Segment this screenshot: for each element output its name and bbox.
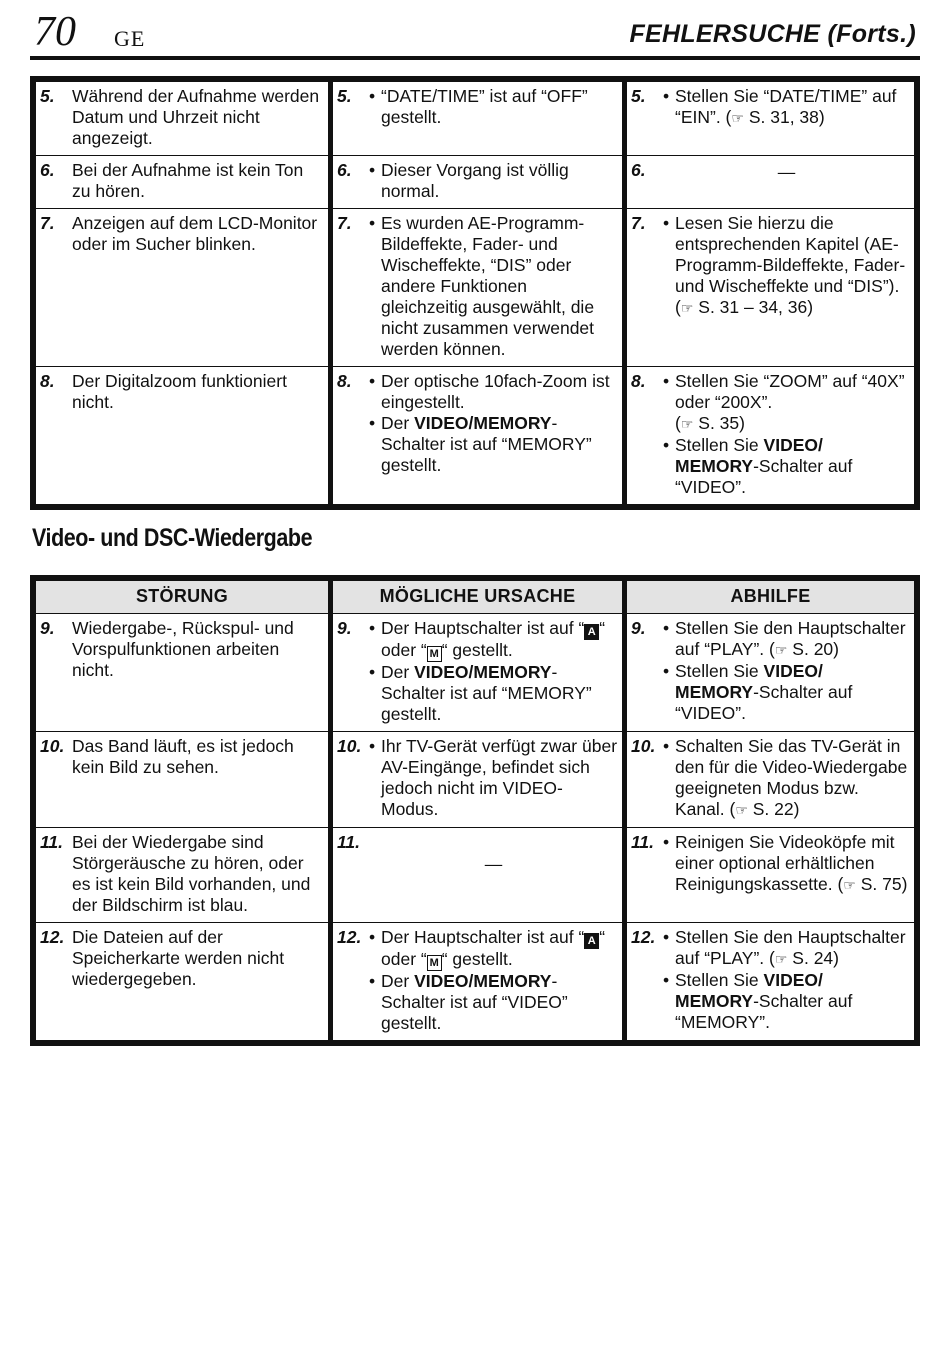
problem-text: Die Dateien auf der Speicherkarte werden nicht wiedergegeben.	[72, 927, 285, 989]
problem-text: Bei der Wiedergabe sind Störgeräusche zu hören, oder es ist kein Bild vorhanden, und der Bildschirm ist blau.	[72, 832, 311, 915]
remedy-text: Stellen Sie VIDEO/ MEMORY-Schalter auf “VIDEO”.	[675, 661, 853, 723]
row-number: 11.	[40, 832, 64, 852]
cause-text: Der VIDEO/MEMORY-Schalter ist auf “MEMORY” gestellt.	[381, 662, 592, 724]
page-ref-icon: ☞	[680, 300, 694, 316]
row-number: 12.	[40, 927, 65, 947]
remedy-text: Lesen Sie hierzu die entsprechenden Kapitel (AE-Programm-Bildeffekte, Fader- und Wischeffekte und “DIS”). (☞ S. 31 – 34, 36)	[675, 213, 906, 317]
bullet: •	[369, 736, 376, 756]
row-number: 9.	[337, 618, 352, 638]
remedy-text: Stellen Sie den Hauptschalter auf “PLAY”. (☞ S. 20)	[675, 618, 906, 659]
problem-text: Wiedergabe-, Rückspul- und Vorspulfunktionen arbeiten nicht.	[72, 618, 294, 680]
section-heading: Video- und DSC-Wiedergabe	[32, 524, 313, 552]
bullet: •	[369, 618, 376, 638]
page-ref-icon: ☞	[774, 642, 788, 658]
remedy-text: Stellen Sie “ZOOM” auf “40X” oder “200X”. (☞ S. 35)	[675, 371, 905, 433]
cause-text: Der Hauptschalter ist auf “ A “ oder “ M “ gestellt.	[381, 927, 606, 969]
manual-mode-icon: M	[427, 646, 442, 662]
row-number: 6.	[631, 160, 646, 180]
bullet: •	[663, 736, 670, 756]
table-row	[36, 731, 914, 827]
troubleshooting-table-recording	[30, 76, 920, 510]
table-row	[36, 922, 914, 1040]
bullet: •	[369, 413, 376, 433]
column-header-problem: STÖRUNG	[36, 581, 333, 614]
header-row	[36, 581, 914, 614]
remedy-text: Schalten Sie das TV-Gerät in den für die Video-Wiedergabe geeigneten Modus bzw. Kanal. (☞ S. 22)	[675, 736, 908, 819]
bullet: •	[663, 371, 670, 391]
problem-text: Bei der Aufnahme ist kein Ton zu hören.	[72, 160, 304, 201]
remedy-text: Stellen Sie VIDEO/ MEMORY-Schalter auf “VIDEO”.	[675, 435, 853, 497]
row-number: 10.	[40, 736, 65, 756]
bullet: •	[663, 832, 670, 852]
remedy-text: Stellen Sie VIDEO/ MEMORY-Schalter auf “MEMORY”.	[675, 970, 853, 1032]
page-header	[30, 8, 920, 60]
troubleshooting-table-playback	[30, 575, 920, 1046]
row-number: 8.	[337, 371, 352, 391]
page-number: 70	[34, 9, 76, 55]
language-code: GE	[114, 26, 146, 51]
bullet: •	[663, 927, 670, 947]
page-ref-icon: ☞	[774, 951, 788, 967]
page-ref-icon: ☞	[843, 877, 856, 893]
cause-text: Es wurden AE-Programm-Bildeffekte, Fader- und Wischeffekte, “DIS” oder andere Funktionen gleichzeitig ausgewählt, die nicht zusammen verwendet werden können.	[381, 213, 595, 359]
table-row	[36, 82, 914, 155]
row-number: 8.	[631, 371, 646, 391]
cause-text: Der Hauptschalter ist auf “ A “ oder “ M “ gestellt.	[381, 618, 606, 660]
remedy-text: Reinigen Sie Videoköpfe mit einer optional erhältlichen Reinigungskassette. (☞ S. 75)	[675, 832, 908, 894]
bullet: •	[369, 160, 376, 180]
cause-text: Dieser Vorgang ist völlig normal.	[381, 160, 569, 201]
problem-text: Anzeigen auf dem LCD-Monitor oder im Sucher blinken.	[72, 213, 318, 254]
bullet: •	[369, 371, 376, 391]
page-ref-icon: ☞	[731, 110, 744, 126]
manual-mode-icon: M	[427, 955, 442, 971]
row-number: 9.	[631, 618, 646, 638]
problem-text: Das Band läuft, es ist jedoch kein Bild zu sehen.	[72, 736, 294, 777]
row-number: 11.	[337, 832, 361, 852]
row-number: 7.	[631, 213, 646, 233]
bullet: •	[663, 618, 670, 638]
row-number: 10.	[337, 736, 362, 756]
bullet: •	[663, 435, 670, 455]
cause-text: Ihr TV-Gerät verfügt zwar über AV-Eingänge, befindet sich jedoch nicht im VIDEO-Modus.	[381, 736, 618, 819]
row-number: 10.	[631, 736, 656, 756]
cause-text: “DATE/TIME” ist auf “OFF” gestellt.	[381, 86, 588, 127]
row-number: 7.	[337, 213, 352, 233]
table-row	[36, 827, 914, 922]
page-ref-icon: ☞	[680, 416, 694, 432]
bullet: •	[663, 970, 670, 990]
bullet: •	[663, 86, 670, 106]
bullet: •	[663, 213, 670, 233]
no-remedy-dash: —	[777, 162, 796, 182]
row-number: 5.	[337, 86, 352, 106]
bullet: •	[369, 86, 376, 106]
cause-text: Der VIDEO/MEMORY-Schalter ist auf “VIDEO” gestellt.	[381, 971, 568, 1033]
table-row	[36, 614, 914, 731]
no-cause-dash: —	[484, 854, 503, 874]
bullet: •	[369, 927, 376, 947]
page-title: FEHLERSUCHE (Forts.)	[629, 20, 916, 48]
bullet: •	[369, 971, 376, 991]
row-number: 11.	[631, 832, 655, 852]
cause-text: Der optische 10fach-Zoom ist eingestellt.	[381, 371, 610, 412]
row-number: 5.	[40, 86, 55, 106]
bullet: •	[663, 661, 670, 681]
problem-text: Während der Aufnahme werden Datum und Uhrzeit nicht angezeigt.	[72, 86, 320, 148]
row-number: 12.	[337, 927, 362, 947]
table-row	[36, 208, 914, 366]
auto-mode-icon: A	[584, 933, 599, 949]
auto-mode-icon: A	[584, 624, 599, 640]
column-header-remedy: ABHILFE	[627, 581, 914, 614]
table-row	[36, 155, 914, 208]
row-number: 5.	[631, 86, 646, 106]
remedy-text: Stellen Sie “DATE/TIME” auf “EIN”. (☞ S. 31, 38)	[675, 86, 897, 127]
bullet: •	[369, 213, 376, 233]
table-row	[36, 366, 914, 504]
remedy-text: Stellen Sie den Hauptschalter auf “PLAY”. (☞ S. 24)	[675, 927, 906, 968]
row-number: 6.	[337, 160, 352, 180]
row-number: 9.	[40, 618, 55, 638]
page-ref-icon: ☞	[735, 802, 748, 818]
cause-text: Der VIDEO/MEMORY-Schalter ist auf “MEMORY” gestellt.	[381, 413, 592, 475]
row-number: 8.	[40, 371, 55, 391]
row-number: 7.	[40, 213, 55, 233]
row-number: 6.	[40, 160, 55, 180]
row-number: 12.	[631, 927, 656, 947]
problem-text: Der Digitalzoom funktioniert nicht.	[72, 371, 287, 412]
column-header-cause: MÖGLICHE URSACHE	[333, 581, 627, 614]
bullet: •	[369, 662, 376, 682]
